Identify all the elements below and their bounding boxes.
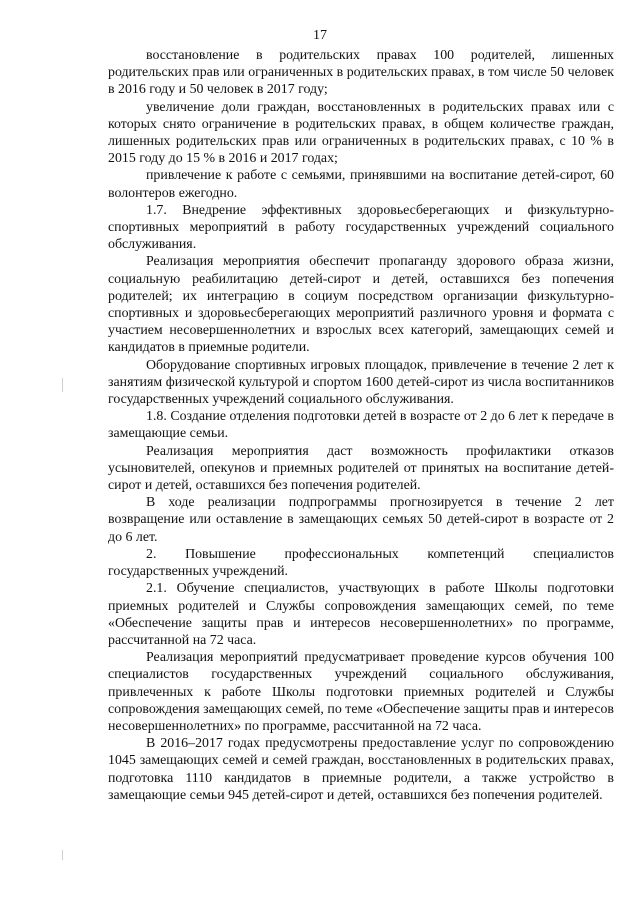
scan-margin-mark	[62, 378, 63, 392]
paragraph: Реализация мероприятий предусматривает проведение курсов обучения 100 специалистов государственных учреждений социального обслуживания, привлеченных к работе Школы подготовки приемных родителей и Службы сопровождения замещающих семей, по теме «Обеспечение защиты прав и интересов несовершеннолетних» по программе, рассчитанной на 72 часа.	[108, 650, 614, 734]
paragraph: Оборудование спортивных игровых площадок, привлечение в течение 2 лет к занятиям физической культурой и спортом 1600 детей-сирот из числа воспитанников государственных учреждений социального обслуживания.	[108, 357, 614, 408]
section-heading: 2. Повышение профессиональных компетенций специалистов государственных учреждений.	[108, 546, 614, 580]
paragraph: Реализация мероприятия обеспечит пропаганду здорового образа жизни, социальную реабилитацию детей-сирот и детей, оставшихся без попечения родителей; их интеграцию в социум посредством организации физкультурно-спортивных и здоровьесберегающих мероприятий различного уровня и формата с участием несовершеннолетних и взрослых всех категорий, замещающих семей и кандидатов в приемные родители.	[108, 254, 614, 356]
section-heading: 1.8. Создание отделения подготовки детей в возрасте от 2 до 6 лет к передаче в замещающие семьи.	[108, 409, 614, 442]
section-heading: 1.7. Внедрение эффективных здоровьесберегающих и физкультурно-спортивных мероприятий в работу государственных учреждений социального обслуживания.	[108, 202, 614, 253]
section-heading: 2.1. Обучение специалистов, участвующих в работе Школы подготовки приемных родителей и Службы сопровождения замещающих семей, по теме «Обеспечение защиты прав и интересов несовершеннолетних» по программе, рассчитанной на 72 часа.	[108, 581, 614, 648]
scan-margin-mark	[62, 850, 63, 860]
paragraph: В 2016–2017 годах предусмотрены предоставление услуг по сопровождению 1045 замещающих семей и семей граждан, восстановленных в родительских правах, подготовка 1110 кандидатов в приемные родители, а также устройство в замещающие семьи 945 детей-сирот и детей, оставшихся без попечения родителей.	[108, 736, 614, 803]
document-body	[108, 47, 614, 804]
paragraph: восстановление в родительских правах 100 родителей, лишенных родительских прав или ограниченных в родительских правах, в том числе 50 человек в 2016 году и 50 человек в 2017 году;	[108, 48, 614, 98]
paragraph: Реализация мероприятия даст возможность профилактики отказов усыновителей, опекунов и приемных родителей от принятых на воспитание детей-сирот и детей, оставшихся без попечения родителей.	[108, 443, 614, 494]
paragraph: В ходе реализации подпрограммы прогнозируется в течение 2 лет возвращение или оставление в замещающих семьях 50 детей-сирот в возрасте от 2 до 6 лет.	[108, 495, 614, 545]
paragraph: увеличение доли граждан, восстановленных в родительских правах или с которых снято ограничение в родительских правах, в общем количестве граждан, лишенных родительских прав или ограниченных в родительских правах, с 10 % в 2015 году до 15 % в 2016 и 2017 годах;	[108, 99, 614, 167]
page-number: 17	[313, 28, 327, 43]
paragraph: привлечение к работе с семьями, принявшими на воспитание детей-сирот, 60 волонтеров ежегодно.	[108, 168, 614, 201]
